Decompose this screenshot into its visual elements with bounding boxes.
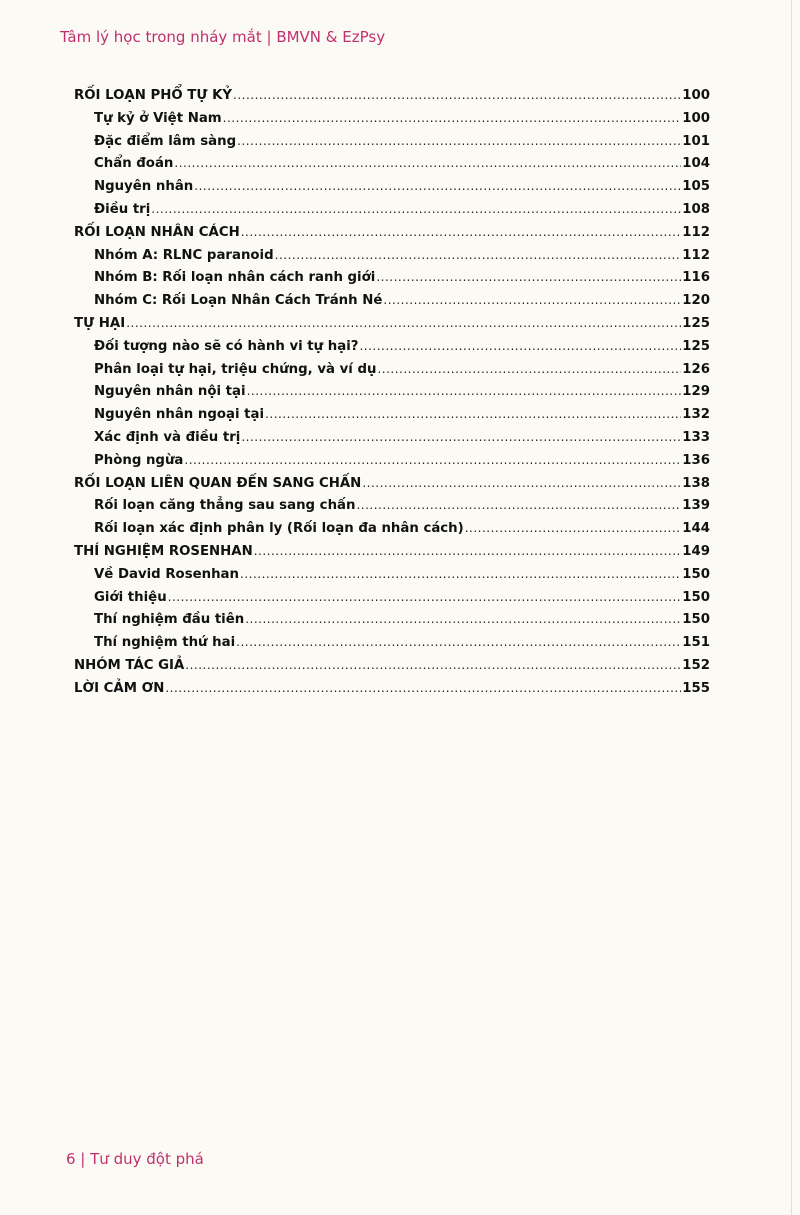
toc-entry-title: LỜI CẢM ƠN — [74, 680, 165, 696]
toc-page-number: 136 — [682, 452, 710, 468]
toc-entry-title: THÍ NGHIỆM ROSENHAN — [74, 543, 253, 559]
toc-section-entry — [74, 635, 710, 658]
toc-page-number: 138 — [682, 475, 710, 491]
page-footer: 6 | Tư duy đột phá — [66, 1150, 204, 1168]
toc-entry-title: Rối loạn xác định phân ly (Rối loạn đa nhân cách) — [94, 521, 464, 537]
toc-dot-leader — [168, 590, 682, 604]
toc-entry-title: RỐI LOẠN PHỔ TỰ KỶ — [74, 88, 233, 103]
toc-page-number: 144 — [682, 521, 710, 537]
toc-chapter-entry — [74, 658, 710, 681]
toc-dot-leader — [237, 134, 681, 148]
toc-page-number: 129 — [682, 384, 710, 400]
toc-dot-leader — [240, 567, 681, 581]
toc-entry-title: Nhóm C: Rối Loạn Nhân Cách Tránh Né — [94, 293, 383, 309]
toc-entry-title: Thí nghiệm đầu tiên — [94, 612, 245, 628]
toc-dot-leader — [185, 658, 681, 672]
toc-dot-leader — [359, 339, 681, 353]
toc-entry-title: Nguyên nhân nội tại — [94, 384, 246, 400]
toc-section-entry — [74, 293, 710, 316]
toc-page-number: 151 — [682, 635, 710, 651]
toc-page-number: 100 — [682, 88, 710, 103]
toc-page-number: 125 — [682, 315, 710, 331]
toc-page-number: 125 — [682, 338, 710, 354]
toc-page-number: 150 — [682, 566, 710, 582]
toc-section-entry — [74, 498, 710, 521]
toc-entry-title: Chẩn đoán — [94, 156, 174, 172]
toc-section-entry — [74, 407, 710, 430]
toc-dot-leader — [236, 635, 681, 649]
toc-page-number: 150 — [682, 589, 710, 605]
toc-dot-leader — [223, 111, 682, 125]
toc-page-number: 104 — [682, 156, 710, 172]
running-header: Tâm lý học trong nháy mắt | BMVN & EzPsy — [60, 28, 386, 46]
toc-dot-leader — [241, 430, 681, 444]
toc-entry-title: Rối loạn căng thẳng sau sang chấn — [94, 498, 356, 514]
toc-section-entry — [74, 362, 710, 385]
toc-section-entry — [74, 202, 710, 225]
toc-dot-leader — [184, 453, 681, 467]
toc-section-entry — [74, 179, 710, 202]
toc-dot-leader — [233, 88, 681, 102]
toc-page-number: 112 — [682, 224, 710, 240]
toc-entry-title: Đối tượng nào sẽ có hành vi tự hại? — [94, 338, 359, 354]
toc-dot-leader — [165, 681, 681, 695]
toc-chapter-entry — [74, 544, 710, 567]
toc-dot-leader — [241, 225, 682, 239]
toc-dot-leader — [377, 362, 681, 376]
toc-dot-leader — [362, 476, 681, 490]
toc-entry-title: Về David Rosenhan — [94, 566, 239, 582]
toc-page-number: 108 — [682, 201, 710, 217]
toc-chapter-entry — [74, 476, 710, 499]
toc-section-entry — [74, 339, 710, 362]
toc-page-number: 112 — [682, 247, 710, 263]
table-of-contents — [74, 88, 710, 704]
toc-page-number: 126 — [682, 361, 710, 377]
toc-dot-leader — [245, 612, 681, 626]
toc-entry-title: RỐI LOẠN LIÊN QUAN ĐẾN SANG CHẤN — [74, 475, 362, 491]
toc-dot-leader — [247, 384, 682, 398]
toc-entry-title: RỐI LOẠN NHÂN CÁCH — [74, 224, 240, 240]
toc-page-number: 100 — [682, 110, 710, 126]
toc-chapter-entry — [74, 681, 710, 704]
toc-section-entry — [74, 590, 710, 613]
toc-dot-leader — [275, 248, 682, 262]
toc-dot-leader — [126, 316, 681, 330]
toc-section-entry — [74, 567, 710, 590]
toc-section-entry — [74, 430, 710, 453]
toc-entry-title: Giới thiệu — [94, 589, 167, 605]
toc-chapter-entry — [74, 88, 710, 111]
toc-entry-title: Phòng ngừa — [94, 452, 184, 468]
toc-section-entry — [74, 134, 710, 157]
toc-dot-leader — [265, 407, 681, 421]
toc-entry-title: TỰ HẠI — [74, 315, 126, 331]
toc-entry-title: Nguyên nhân ngoại tại — [94, 407, 265, 423]
toc-entry-title: Thí nghiệm thứ hai — [94, 635, 236, 651]
toc-entry-title: Xác định và điều trị — [94, 429, 241, 445]
toc-dot-leader — [376, 270, 681, 284]
toc-chapter-entry — [74, 225, 710, 248]
toc-page-number: 149 — [682, 543, 710, 559]
toc-dot-leader — [194, 179, 681, 193]
toc-page-number: 152 — [682, 657, 710, 673]
page-edge-shadow — [791, 0, 792, 1215]
toc-page-number: 101 — [682, 133, 710, 149]
toc-entry-title: Nhóm A: RLNC paranoid — [94, 247, 274, 263]
toc-entry-title: Phân loại tự hại, triệu chứng, và ví dụ — [94, 361, 377, 377]
toc-chapter-entry — [74, 316, 710, 339]
toc-dot-leader — [151, 202, 681, 216]
toc-entry-title: Điều trị — [94, 201, 151, 217]
toc-entry-title: NHÓM TÁC GIẢ — [74, 657, 185, 673]
toc-page-number: 150 — [682, 612, 710, 628]
toc-dot-leader — [254, 544, 682, 558]
toc-section-entry — [74, 111, 710, 134]
toc-section-entry — [74, 612, 710, 635]
toc-section-entry — [74, 453, 710, 476]
toc-page-number: 116 — [682, 270, 710, 286]
toc-entry-title: Nguyên nhân — [94, 179, 194, 195]
toc-section-entry — [74, 248, 710, 271]
toc-section-entry — [74, 156, 710, 179]
toc-page-number: 132 — [682, 407, 710, 423]
toc-entry-title: Nhóm B: Rối loạn nhân cách ranh giới — [94, 270, 376, 286]
toc-section-entry — [74, 521, 710, 544]
toc-page-number: 155 — [682, 680, 710, 696]
toc-entry-title: Tự kỷ ở Việt Nam — [94, 110, 222, 126]
toc-section-entry — [74, 384, 710, 407]
toc-section-entry — [74, 270, 710, 293]
toc-dot-leader — [174, 156, 681, 170]
toc-page-number: 120 — [682, 293, 710, 309]
toc-page-number: 133 — [682, 429, 710, 445]
toc-dot-leader — [465, 521, 682, 535]
toc-page-number: 139 — [682, 498, 710, 514]
toc-page-number: 105 — [682, 179, 710, 195]
toc-dot-leader — [383, 293, 681, 307]
toc-entry-title: Đặc điểm lâm sàng — [94, 133, 237, 149]
toc-dot-leader — [356, 498, 681, 512]
